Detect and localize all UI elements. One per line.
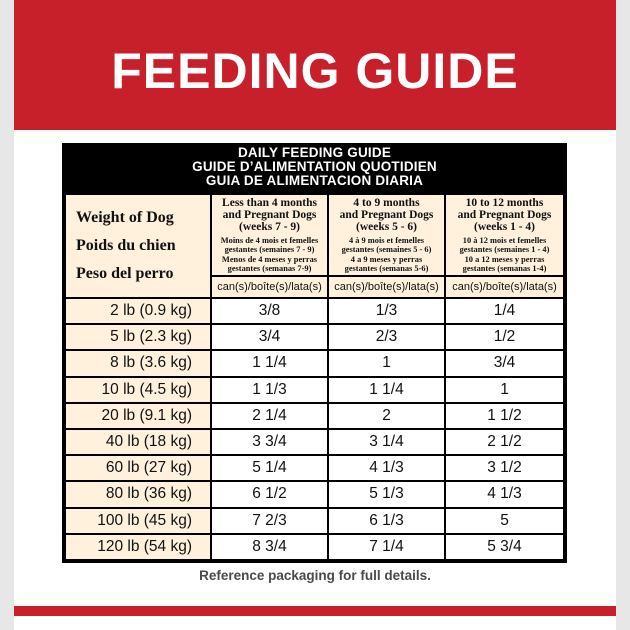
unit-label: can(s)/boîte(s)/lata(s) <box>212 277 327 297</box>
portion-cell: 5 1/3 <box>329 482 444 506</box>
weight-cell: 100 lb (45 kg) <box>66 509 210 533</box>
portion-cell: 3 3/4 <box>212 430 327 454</box>
weight-header-cell <box>66 195 210 297</box>
portion-cell: 2 <box>329 404 444 428</box>
column-header-translation: gestantes (semaines 1 - 4) <box>459 245 550 255</box>
footer-note: Reference packaging for full details. <box>199 568 431 583</box>
portion-cell: 5 3/4 <box>446 535 563 559</box>
column-header-en: (weeks 5 - 6) <box>356 221 417 233</box>
portion-cell: 7 1/4 <box>329 535 444 559</box>
table-heading <box>62 143 567 195</box>
table-heading-line: DAILY FEEDING GUIDE <box>237 145 392 160</box>
column-header-translation: gestantes (semanas 1-4) <box>462 264 547 274</box>
portion-cell: 3/4 <box>212 325 327 349</box>
portion-cell: 8 3/4 <box>212 535 327 559</box>
portion-cell: 3 1/2 <box>446 456 563 480</box>
column-header-4-to-9-months <box>329 195 444 275</box>
column-header-en: and Pregnant Dogs <box>222 209 317 221</box>
portion-cell: 1/2 <box>446 325 563 349</box>
portion-cell: 7 2/3 <box>212 509 327 533</box>
banner-title: FEEDING GUIDE <box>111 43 519 99</box>
portion-cell: 2 1/4 <box>212 404 327 428</box>
unit-label: can(s)/boîte(s)/lata(s) <box>446 277 563 297</box>
weight-cell: 5 lb (2.3 kg) <box>66 325 210 349</box>
portion-cell: 1 1/4 <box>212 351 327 375</box>
portion-cell: 2 1/2 <box>446 430 563 454</box>
weight-cell: 2 lb (0.9 kg) <box>66 299 210 323</box>
column-header-10-to-12-months <box>446 195 563 275</box>
column-header-translation: gestantes (semaines 7 - 9) <box>224 245 315 255</box>
portion-cell: 5 1/4 <box>212 456 327 480</box>
portion-cell: 3/4 <box>446 351 563 375</box>
column-header-en: (weeks 1 - 4) <box>474 221 535 233</box>
column-header-translation: 4 a 9 meses y perras <box>350 254 423 264</box>
table-heading-line: GUIA DE ALIMENTACION DIARIA <box>205 173 424 188</box>
portion-cell: 1 <box>446 378 563 402</box>
weight-header-fr: Poids du chien <box>76 237 176 254</box>
weight-cell: 40 lb (18 kg) <box>66 430 210 454</box>
column-header-translation: 10 à 12 mois et femelles <box>462 236 547 245</box>
weight-cell: 80 lb (36 kg) <box>66 482 210 506</box>
weight-cell: 8 lb (3.6 kg) <box>66 351 210 375</box>
column-header-less-than-4-months <box>212 195 327 275</box>
unit-label: can(s)/boîte(s)/lata(s) <box>329 277 444 297</box>
title-banner <box>14 0 616 130</box>
portion-cell: 1 1/3 <box>212 378 327 402</box>
weight-cell: 10 lb (4.5 kg) <box>66 378 210 402</box>
feeding-table <box>62 143 567 563</box>
column-header-en: 10 to 12 months <box>465 197 544 209</box>
column-header-translation: gestantes (semaines 5 - 6) <box>341 245 432 255</box>
column-header-en: 4 to 9 months <box>353 197 420 209</box>
column-header-translation: Moins de 4 mois et femelles <box>220 236 319 245</box>
portion-cell: 6 1/2 <box>212 482 327 506</box>
weight-cell: 120 lb (54 kg) <box>66 535 210 559</box>
weight-header-en: Weight of Dog <box>76 209 174 226</box>
weight-cell: 60 lb (27 kg) <box>66 456 210 480</box>
bottom-red-bar <box>14 606 616 616</box>
portion-cell: 3 1/4 <box>329 430 444 454</box>
column-header-translation: 10 a 12 meses y perras <box>464 254 545 264</box>
weight-cell: 20 lb (9.1 kg) <box>66 404 210 428</box>
portion-cell: 4 1/3 <box>329 456 444 480</box>
feeding-grid <box>66 195 563 559</box>
portion-cell: 5 <box>446 509 563 533</box>
portion-cell: 6 1/3 <box>329 509 444 533</box>
column-header-en: and Pregnant Dogs <box>457 209 552 221</box>
column-header-translation: gestantes (semanas 5-6) <box>344 264 429 274</box>
portion-cell: 1 1/4 <box>329 378 444 402</box>
portion-cell: 4 1/3 <box>446 482 563 506</box>
portion-cell: 1 <box>329 351 444 375</box>
portion-cell: 3/8 <box>212 299 327 323</box>
portion-cell: 2/3 <box>329 325 444 349</box>
column-header-en: and Pregnant Dogs <box>339 209 434 221</box>
column-header-translation: gestantes (semanas 7-9) <box>227 264 312 274</box>
portion-cell: 1 1/2 <box>446 404 563 428</box>
column-header-en: (weeks 7 - 9) <box>239 221 300 233</box>
column-header-translation: Menos de 4 meses y perras <box>221 254 318 264</box>
column-header-translation: 4 à 9 mois et femelles <box>348 236 425 245</box>
left-border-strip <box>0 0 14 630</box>
column-header-en: Less than 4 months <box>222 197 317 209</box>
portion-cell: 1/3 <box>329 299 444 323</box>
portion-cell: 1/4 <box>446 299 563 323</box>
table-heading-line: GUIDE D’ALIMENTATION QUOTIDIEN <box>192 159 437 174</box>
weight-header-es: Peso del perro <box>76 265 174 282</box>
right-border-strip <box>616 0 630 630</box>
